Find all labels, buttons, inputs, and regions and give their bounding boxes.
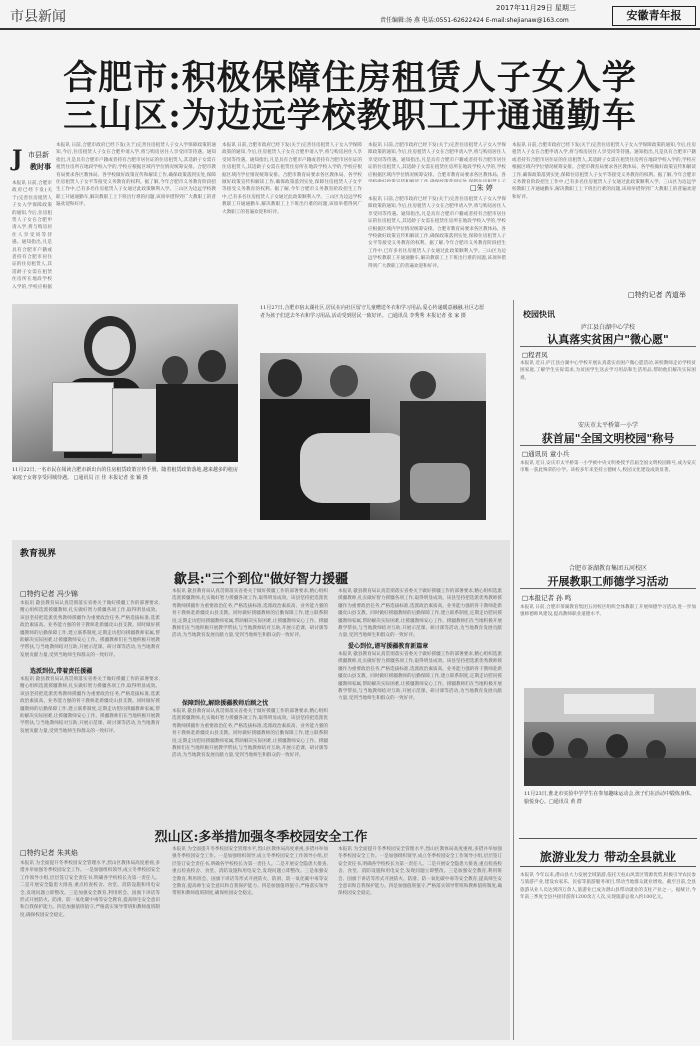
rc-item1-byline: □程君凤 <box>522 351 548 359</box>
rc-item3-body: 本报讯 日前,合肥市茶湖教育集团五河校区组织全体教职工开展师德学习活动,进一步加强师德师风建设,提高教师职业道德水平。 <box>520 605 696 618</box>
rc-item2-byline: □通讯员 童小兵 <box>522 450 570 458</box>
rc-item3-kicker: 合肥市茶湖教育集团五河校区 <box>568 565 647 572</box>
photo-sports-meet <box>524 688 696 786</box>
rc-item3-byline: □本报记者 孙 鸣 <box>522 594 572 602</box>
lead-text-col-1: 本报讯 日前,合肥市政府已经下发(关于)完善住房租赁人子女入学保障政策的通知,今后,住房租赁人子女在合肥申请入学,将与购房居住人享受同等待遇。通知指出,凡是具有合肥市户籍或者持有合肥市居住证的住房租赁人,其适龄子女需在租赁住房所在地段学校入学的,学校应根据区域内学位情况统筹安排。合肥市教育局要求各区教体局、各学校做好政策宣传和解读工作,确保政策落到实处,保障住房租赁人子女平等接受义务教育的权利。据了解,今年合肥市义务教育阶段招生工作中,已有多名住房租赁人子女通过此政策顺利入学。三山区为边远学校教职工开通通勤车,解决教职工上下班出行难的问题,该项举措得到广大教职工的普遍欢迎和好评。 <box>56 143 216 208</box>
rc-item1-body: 本报讯 近日,庐江县白湖中心学校开展认真落实贫困户微心愿活动,该校教师走访学校贫困家庭,了解学生实际需求,为贫困学生送去学习用品和生活用品,帮助他们解决实际困难。 <box>520 361 696 381</box>
column-badge <box>12 146 52 178</box>
rc-item2-rule <box>520 445 696 446</box>
right-column-tag: 校园快讯 <box>523 310 555 319</box>
box-story1-col2-b: 本报讯 歙县教育局认真贯彻落实省委关于做好援疆工作的部署要求,精心组织选派援疆教师,扎实做好智力援疆各项工作,取得明显成效。该县坚持把选派优秀教师援疆作为重要政治任务,严格选拔标准,选派政治素质高、业务能力强的骨干教师赴新疆皮山县支教。同时做好援疆教师的后勤保障工作,建立联系制度,定期走访慰问援疆教师家属,帮助解决实际困难,让援疆教师安心工作。援疆教师们在当地积极开展教学帮扶,与当地教师结对互助,开展示范课、研讨课等活动,为当地教育发展贡献力量,受到当地师生和群众的一致好评。 <box>172 709 328 759</box>
box-story1-col1-a: 本报讯 歙县教育局认真贯彻落实省委关于做好援疆工作的部署要求,精心组织选派援疆教师,扎实做好智力援疆各项工作,取得明显成效。该县坚持把选派优秀教师援疆作为重要政治任务,严格选拔标准,选派政治素质高、业务能力强的骨干教师赴新疆皮山县支教。同时做好援疆教师的后勤保障工作,建立联系制度,定期走访慰问援疆教师家属,帮助解决实际困难,让援疆教师安心工作。援疆教师们在当地积极开展教学帮扶,与当地教师结对互助,开展示范课、研讨课等活动,为当地教育发展贡献力量,受到当地师生和群众的一致好评。 <box>20 601 160 658</box>
rc-photo-caption: 11月23日,淮北市实验中学学生在参加趣味运动会,孩子们在活动中锻炼身体、愉悦身心。□通讯员 黄 群 <box>524 791 695 805</box>
rc-bottom-frame <box>519 838 697 839</box>
rc-item2-kicker: 安庆市太平桥第一小学 <box>577 422 638 429</box>
center-photo-credit: □通讯员 李秀秀 本报记者 张 家 摄 <box>388 313 466 319</box>
lead-byline-2: □特约记者 芮道举 <box>628 291 686 299</box>
issue-date: 2017年11月29日 星期三 <box>496 4 576 12</box>
left-photo-caption <box>12 466 238 506</box>
masthead-logo: 安徽青年报 <box>612 6 696 26</box>
rc-item1-rule <box>520 346 696 347</box>
badge-top-text: 市县新 <box>28 151 49 159</box>
photo-winter-clothes <box>260 353 486 520</box>
lead-text-col-4: 本报讯 日前,合肥市政府已经下发(关于)完善住房租赁人子女入学保障政策的通知,今后,住房租赁人子女在合肥申请入学,将与购房居住人享受同等待遇。通知指出,凡是具有合肥市户籍或者持有合肥市居住证的住房租赁人,其适龄子女需在租赁住房所在地段学校入学的,学校应根据区域内学位情况统筹安排。合肥市教育局要求各区教体局、各学校做好政策宣传和解读工作,确保政策落到实处,保障住房租赁人子女平等接受义务教育的权利。据了解,今年合肥市义务教育阶段招生工作中,已有多名住房租赁人子女通过此政策顺利入学。三山区为边远学校教职工开通通勤车,解决教职工上下班出行难的问题,该项举措得到广大教职工的普遍欢迎和好评。 <box>368 197 506 269</box>
page-header <box>0 0 700 30</box>
rc-bottom-rule <box>520 866 696 867</box>
box-story2-byline: □特约记者 朱其焰 <box>20 849 78 857</box>
main-headline-2: 三山区:为边远学校教职工开通通勤车 <box>63 96 637 136</box>
box-story2-col3: 本报讯 为全面提升冬季校园安全管理水平,烈山区教体局高度重视,多措并举加强冬季校园安全工作。一是加强组织领导,成立冬季校园安全工作领导小组,层层签订安全责任书,明确各学校校长为第一责任人。二是开展安全隐患大排查,重点检查校舍、食堂、消防设施和用电安全,发现问题立即整改。三是加强安全教育,利用班会、国旗下讲话等形式开展防火、防滑、防一氧化碳中毒等安全教育,提高师生安全意识和自我保护能力。四是加强值班值守,严格落实领导带班和教师值班制度,确保校园安全稳定。 <box>338 847 502 897</box>
box-story1-subhead-2: 保障到位,解除援疆教师后顾之忧 <box>182 700 269 707</box>
box-story2-col2: 本报讯 为全面提升冬季校园安全管理水平,烈山区教体局高度重视,多措并举加强冬季校园安全工作。一是加强组织领导,成立冬季校园安全工作领导小组,层层签订安全责任书,明确各学校校长为第一责任人。二是开展安全隐患大排查,重点检查校舍、食堂、消防设施和用电安全,发现问题立即整改。三是加强安全教育,利用班会、国旗下讲话等形式开展防火、防滑、防一氧化碳中毒等安全教育,提高师生安全意识和自我保护能力。四是加强值班值守,严格落实领导带班和教师值班制度,确保校园安全稳定。 <box>172 847 328 897</box>
rc-item2-title: 获首届"全国文明校园"称号 <box>541 432 675 445</box>
box-story1-col3-b: 本报讯 歙县教育局认真贯彻落实省委关于做好援疆工作的部署要求,精心组织选派援疆教师,扎实做好智力援疆各项工作,取得明显成效。该县坚持把选派优秀教师援疆作为重要政治任务,严格选拔标准,选派政治素质高、业务能力强的骨干教师赴新疆皮山县支教。同时做好援疆教师的后勤保障工作,建立联系制度,定期走访慰问援疆教师家属,帮助解决实际困难,让援疆教师安心工作。援疆教师们在当地积极开展教学帮扶,与当地教师结对互助,开展示范课、研讨课等活动,为当地教育发展贡献力量,受到当地师生和群众的一致好评。 <box>338 652 502 702</box>
box-story1-col2-a: 本报讯 歙县教育局认真贯彻落实省委关于做好援疆工作的部署要求,精心组织选派援疆教师,扎实做好智力援疆各项工作,取得明显成效。该县坚持把选派优秀教师援疆作为重要政治任务,严格选拔标准,选派政治素质高、业务能力强的骨干教师赴新疆皮山县支教。同时做好援疆教师的后勤保障工作,建立联系制度,定期走访慰问援疆教师家属,帮助解决实际困难,让援疆教师安心工作。援疆教师们在当地积极开展教学帮扶,与当地教师结对互助,开展示范课、研讨课等活动,为当地教育发展贡献力量,受到当地师生和群众的一致好评。 <box>172 589 328 639</box>
rc-item1-kicker: 庐江县白湖中心学校 <box>580 324 635 331</box>
left-photo-caption-text: 11月22日,一名市民在阅读合肥市新出台的住房租赁政策宣传手册。随着租赁政策落地,越来越多的租房家庭子女将享受同城待遇。 <box>12 467 238 481</box>
box-story2-title: 烈山区:多举措加强冬季校园安全工作 <box>154 830 368 845</box>
left-photo-credit: □通讯员 汪 佳 本报记者 张 颖 摄 <box>73 475 148 481</box>
rc-item3-rule <box>520 588 696 589</box>
box-story1-byline: □特约记者 冯少锦 <box>20 590 78 598</box>
badge-bottom-text: 教时事 <box>30 163 51 171</box>
box-story1-subhead-1: 选派到位,带着责任援疆 <box>30 668 93 675</box>
lead-text-col-2: 本报讯 日前,合肥市政府已经下发(关于)完善住房租赁人子女入学保障政策的通知,今后,住房租赁人子女在合肥申请入学,将与购房居住人享受同等待遇。通知指出,凡是具有合肥市户籍或者持有合肥市居住证的住房租赁人,其适龄子女需在租赁住房所在地段学校入学的,学校应根据区域内学位情况统筹安排。合肥市教育局要求各区教体局、各学校做好政策宣传和解读工作,确保政策落到实处,保障住房租赁人子女平等接受义务教育的权利。据了解,今年合肥市义务教育阶段招生工作中,已有多名住房租赁人子女通过此政策顺利入学。三山区为边远学校教职工开通通勤车,解决教职工上下班出行难的问题,该项举措得到广大教职工的普遍欢迎和好评。 <box>222 143 362 215</box>
section-name: 市县新闻 <box>10 9 66 25</box>
rc-item2-body: 本报讯 近日,安庆市太平桥第一小学被中央文明委授予首届全国文明校园称号,成为安庆市唯一获此殊荣的小学。该校多年来坚持立德树人,校园文化建设成效显著。 <box>520 461 696 474</box>
lead-text-col-5: 本报讯 日前,合肥市政府已经下发(关于)完善住房租赁人子女入学保障政策的通知,今后,住房租赁人子女在合肥申请入学,将与购房居住人享受同等待遇。通知指出,凡是具有合肥市户籍或者持有合肥市居住证的住房租赁人,其适龄子女需在租赁住房所在地段学校入学的,学校应根据区域内学位情况统筹安排。合肥市教育局要求各区教体局、各学校做好政策宣传和解读工作,确保政策落到实处,保障住房租赁人子女平等接受义务教育的权利。据了解,今年合肥市义务教育阶段招生工作中,已有多名住房租赁人子女通过此政策顺利入学。三山区为边远学校教职工开通通勤车,解决教职工上下班出行难的问题,该项举措得到广大教职工的普遍欢迎和好评。 <box>512 143 696 200</box>
box-story1-subhead-3: 爱心到位,谱写援疆教育新篇章 <box>348 643 429 650</box>
photo-reading-policy <box>12 304 238 462</box>
editor-info: 责任编辑:汤 燕 电话:0551-62622424 E-mail:shejianaw@163.com <box>380 17 569 24</box>
rc-bottom-title: 旅游业发力 带动全县就业 <box>539 850 677 864</box>
center-photo-caption-text: 11月27日,合肥市宿太湖社区,居民在向社区留守儿童赠送冬衣和学习用品,爱心传递暖意融融,社区志愿者为孩子们送去冬衣和学习用品,活动受到居民一致好评。 <box>260 305 485 319</box>
center-photo-caption <box>260 304 486 348</box>
box-story1-col1-b: 本报讯 歙县教育局认真贯彻落实省委关于做好援疆工作的部署要求,精心组织选派援疆教师,扎实做好智力援疆各项工作,取得明显成效。该县坚持把选派优秀教师援疆作为重要政治任务,严格选拔标准,选派政治素质高、业务能力强的骨干教师赴新疆皮山县支教。同时做好援疆教师的后勤保障工作,建立联系制度,定期走访慰问援疆教师家属,帮助解决实际困难,让援疆教师安心工作。援疆教师们在当地积极开展教学帮扶,与当地教师结对互助,开展示范课、研讨课等活动,为当地教育发展贡献力量,受到当地师生和群众的一致好评。 <box>20 677 160 734</box>
badge-letter: J <box>12 146 23 172</box>
rc-item3-title: 开展教职工师德学习活动 <box>547 575 669 588</box>
lead-text-col-0: 本报讯 日前,合肥市政府已经下发(关于)完善住房租赁人子女入学保障政策的通知,今后,住房租赁人子女在合肥申请入学,将与购房居住人享受同等待遇。通知指出,凡是具有合肥市户籍或者持有合肥市居住证的住房租赁人,其适龄子女需在租赁住房所在地段学校入学的,学校应根据 <box>12 181 52 290</box>
rc-bottom-body: 本报讯 今年以来,潜山县大力发展全域旅游,依托天柱山风景区资源优势,积极引导农民参与旅游产业,建设农家乐、民宿等旅游服务项目,带动当地群众就业增收。截至目前,全县旅游从业人员达到四万余人,旅游业已成为潜山县带动就业的支柱产业之一。据统计,今年前三季度全县共接待游客1200余万人次,实现旅游总收入约100亿元。 <box>520 873 696 901</box>
box-story1-title: 歙县:"三个到位"做好智力援疆 <box>173 572 349 587</box>
rc-item1-title: 认真落实贫困户"微心愿" <box>547 333 669 346</box>
box-story1-col3-a: 本报讯 歙县教育局认真贯彻落实省委关于做好援疆工作的部署要求,精心组织选派援疆教师,扎实做好智力援疆各项工作,取得明显成效。该县坚持把选派优秀教师援疆作为重要政治任务,严格选拔标准,选派政治素质高、业务能力强的骨干教师赴新疆皮山县支教。同时做好援疆教师的后勤保障工作,建立联系制度,定期走访慰问援疆教师家属,帮助解决实际困难,让援疆教师安心工作。援疆教师们在当地积极开展教学帮扶,与当地教师结对互助,开展示范课、研讨课等活动,为当地教育发展贡献力量,受到当地师生和群众的一致好评。 <box>338 589 502 639</box>
box-tag: 教育视界 <box>20 549 57 559</box>
lead-text-col-3: 本报讯 日前,合肥市政府已经下发(关于)完善住房租赁人子女入学保障政策的通知,今后,住房租赁人子女在合肥申请入学,将与购房居住人享受同等待遇。通知指出,凡是具有合肥市户籍或者持有合肥市居住证的住房租赁人,其适龄子女需在租赁住房所在地段学校入学的,学校应根据区域内学位情况统筹安排。合肥市教育局要求各区教体局、各 <box>368 143 506 178</box>
main-headline-1: 合肥市:积极保障住房租赁人子女入学 <box>63 58 637 98</box>
lead-byline-1: □朱 婷 <box>470 184 493 192</box>
box-story2-col1: 本报讯 为全面提升冬季校园安全管理水平,烈山区教体局高度重视,多措并举加强冬季校园安全工作。一是加强组织领导,成立冬季校园安全工作领导小组,层层签订安全责任书,明确各学校校长为第一责任人。二是开展安全隐患大排查,重点检查校舍、食堂、消防设施和用电安全,发现问题立即整改。三是加强安全教育,利用班会、国旗下讲话等形式开展防火、防滑、防一氧化碳中毒等安全教育,提高师生安全意识和自我保护能力。四是加强值班值守,严格落实领导带班和教师值班制度,确保校园安全稳定。 <box>20 861 160 918</box>
